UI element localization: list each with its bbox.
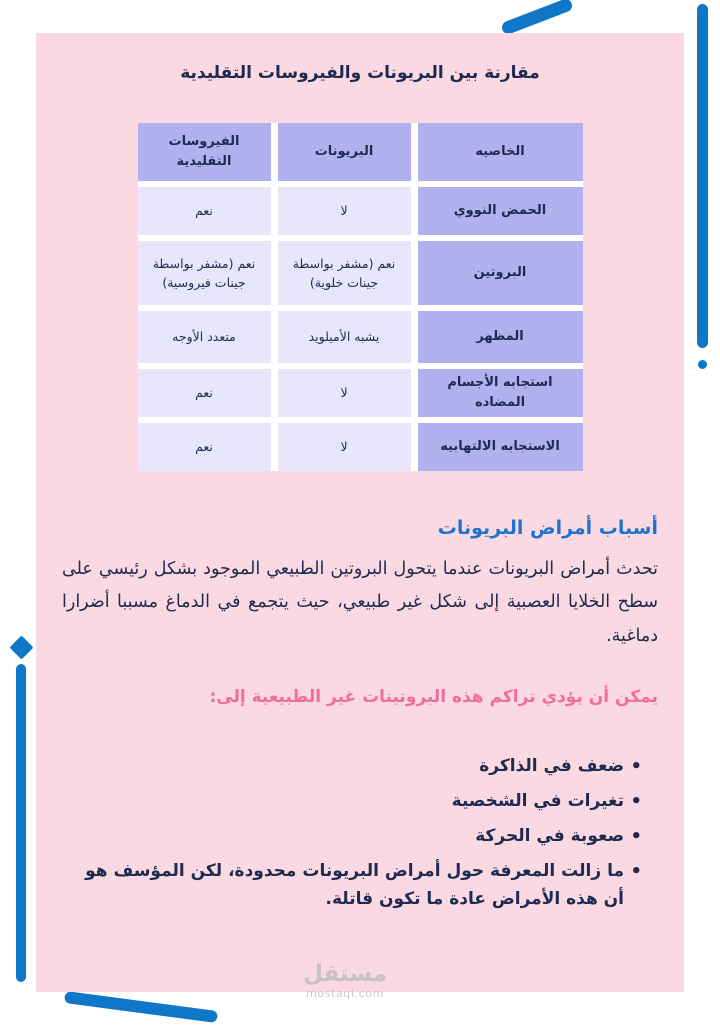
cell-property: المظهر — [418, 311, 583, 363]
cell-viruses: نعم (مشفر بواسطة جينات فيروسية) — [138, 241, 271, 305]
list-item: • صعوبة في الحركة — [60, 823, 644, 850]
cell-prions: يشبه الأميلويد — [278, 311, 411, 363]
table-row — [138, 423, 583, 471]
causes-paragraph: تحدث أمراض البريونات عندما يتحول البروتين الطبيعي الموجود بشكل رئيسي على سطح الخلايا العصبية إلى شكل غير طبيعي، حيث يتجمع في الدماغ مسببا أضرارا دماغية. — [62, 559, 658, 646]
cell-property: الاستجابه الالتهابيه — [418, 423, 583, 471]
cell-prions: نعم (مشفر بواسطة جينات خلوية) — [278, 241, 411, 305]
cell-viruses: متعدد الأوجه — [138, 311, 271, 363]
cell-viruses: نعم — [138, 187, 271, 235]
header-viruses: الفيروسات التقليدية — [138, 123, 271, 181]
cell-viruses: نعم — [138, 423, 271, 471]
table-row — [138, 187, 583, 235]
symptoms-list — [60, 753, 644, 913]
right-edge-dot — [698, 360, 707, 369]
comparison-table — [138, 123, 583, 471]
list-item: • ضعف في الذاكرة — [60, 753, 644, 780]
list-item: • ما زالت المعرفة حول أمراض البريونات محدودة، لكن المؤسف هو أن هذه الأمراض عادة ما تكون قاتلة. — [60, 858, 644, 912]
corner-accent-top-right — [500, 0, 574, 36]
table-row — [138, 369, 583, 417]
list-item: • تغيرات في الشخصية — [60, 788, 644, 815]
cell-property: الحمض النووي — [418, 187, 583, 235]
left-diamond-accent — [9, 635, 33, 659]
right-edge-bar — [697, 4, 708, 348]
table-row — [138, 311, 583, 363]
watermark-domain: mostaql.com — [306, 987, 384, 1001]
content-card — [36, 33, 684, 992]
bottom-left-bar — [64, 991, 218, 1023]
cell-property: البروتين — [418, 241, 583, 305]
accumulation-heading: يمكن أن يؤدي تراكم هذه البروتينات غير الطبيعية إلى: — [209, 686, 658, 707]
header-prions: البريونات — [278, 123, 411, 181]
table-header-row — [138, 123, 583, 181]
header-property: الخاصيه — [418, 123, 583, 181]
cell-property: استجابه الأجسام المضاده — [418, 369, 583, 417]
watermark-brand: مستقل — [302, 961, 388, 987]
cell-prions: لا — [278, 423, 411, 471]
left-edge-bar — [16, 664, 26, 982]
table-row — [138, 241, 583, 305]
page-title: مقارنة بين البريونات والفيروسات التقليدية — [180, 63, 540, 83]
cell-prions: لا — [278, 187, 411, 235]
cell-viruses: نعم — [138, 369, 271, 417]
causes-heading: أسباب أمراض البريونات — [437, 517, 658, 539]
cell-prions: لا — [278, 369, 411, 417]
watermark — [260, 962, 430, 1000]
